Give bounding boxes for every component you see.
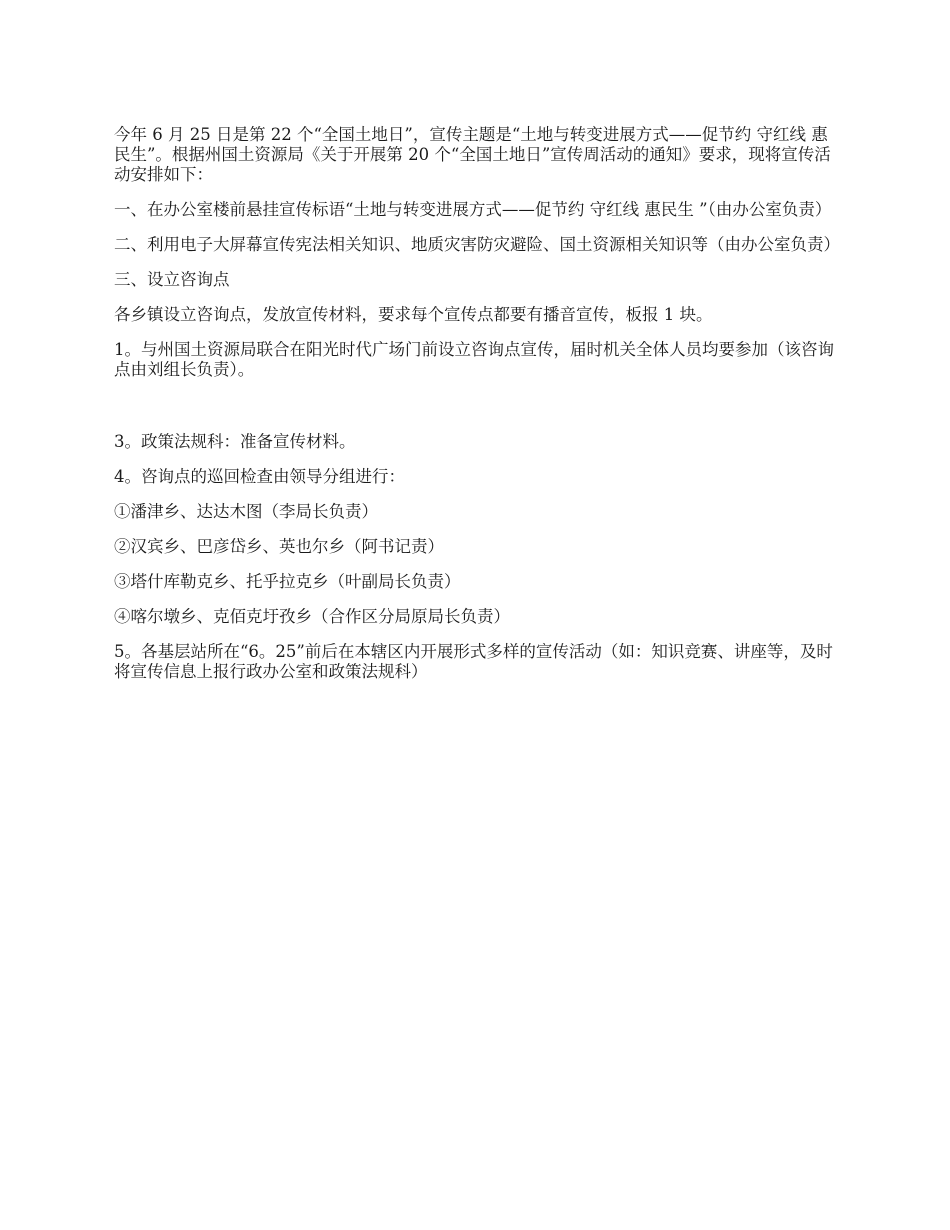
item-3-description: 各乡镇设立咨询点，发放宣传材料，要求每个宣传点都要有播音宣传，板报 1 块。 bbox=[114, 305, 713, 324]
document-body bbox=[114, 125, 844, 697]
item-2-big-screen: 二、利用电子大屏幕宣传宪法相关知识、地质灾害防灾避险、国土资源相关知识等（由办公室负责） bbox=[114, 235, 840, 254]
subitem-1-joint-consultation: 1。与州国土资源局联合在阳光时代广场门前设立咨询点宣传，届时机关全体人员均要参加（该咨询点由刘组长负责）。 bbox=[114, 340, 834, 379]
item-3-heading: 三、设立咨询点 bbox=[114, 270, 230, 289]
subitem-3-policy-section: 3。政策法规科：准备宣传材料。 bbox=[114, 432, 356, 451]
inspection-group-2: ②汉宾乡、巴彦岱乡、英也尔乡（阿书记责） bbox=[114, 537, 444, 556]
intro-paragraph: 今年 6 月 25 日是第 22 个“全国土地日”，宣传主题是“土地与转变进展方式——促节约 守红线 惠民生”。根据州国土资源局《关于开展第 20 个“全国土地日”宣传周活动的通知》要求，现将宣传活动安排如下： bbox=[114, 125, 831, 184]
item-1-banner-slogan: 一、在办公室楼前悬挂宣传标语“土地与转变进展方式——促节约 守红线 惠民生 ”（由办公室负责） bbox=[114, 200, 832, 219]
inspection-group-1: ①潘津乡、达达木图（李局长负责） bbox=[114, 502, 378, 521]
inspection-group-4: ④喀尔墩乡、克佰克圩孜乡（合作区分局原局长负责） bbox=[114, 607, 510, 626]
inspection-group-3: ③塔什库勒克乡、托乎拉克乡（叶副局长负责） bbox=[114, 572, 461, 591]
subitem-4-inspection: 4。咨询点的巡回检查由领导分组进行： bbox=[114, 467, 405, 486]
subitem-5-grassroots-activities: 5。各基层站所在“6。25”前后在本辖区内开展形式多样的宣传活动（如：知识竞赛、讲座等，及时将宣传信息上报行政办公室和政策法规科） bbox=[114, 642, 833, 681]
